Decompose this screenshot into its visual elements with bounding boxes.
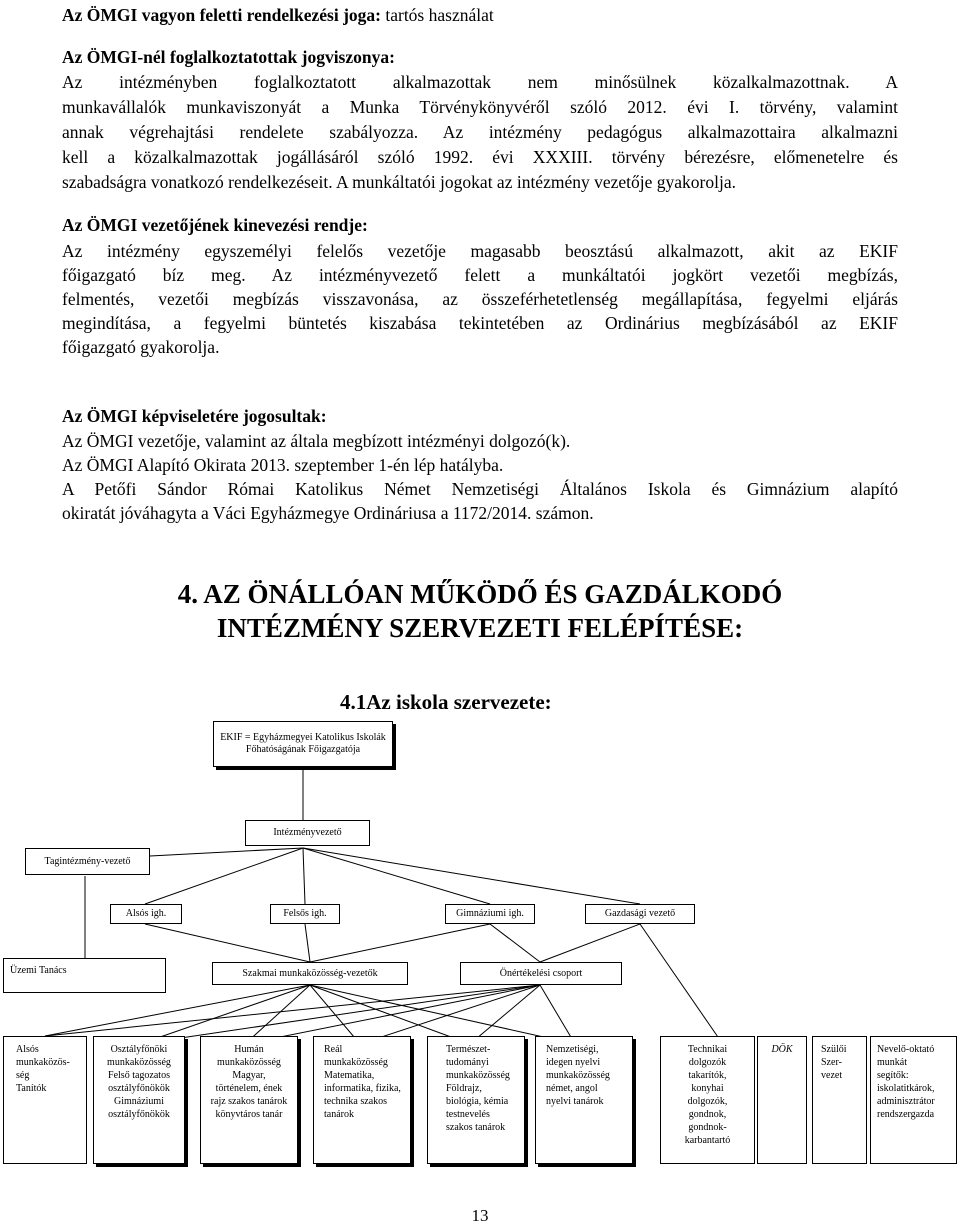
org-column-alsos xyxy=(3,1036,87,1164)
org-column-human xyxy=(200,1036,298,1164)
page-number: 13 xyxy=(471,1206,489,1225)
column-text: Alsós munkaközös- ség Tanítók xyxy=(16,1044,70,1094)
org-box-onertekelesi xyxy=(460,962,622,985)
org-column-real xyxy=(313,1036,411,1164)
org-box-tagintezmeny xyxy=(25,848,150,875)
chapter-title-line2: INTÉZMÉNY SZERVEZETI FELÉPÍTÉSE: xyxy=(216,613,744,643)
kinevezes-line: felmentés, vezetői megbízás visszavonása, az összeférhetetlenség megállapítása, fegyelmi eljárás xyxy=(62,289,898,309)
org-column-szuloi xyxy=(812,1036,867,1164)
jogviszony-line: kell a közalkalmazottak jogállásáról szóló 1992. évi XXXIII. törvény bérezésre, előmenetelre és xyxy=(62,147,898,167)
column-text: Reál munkaközösség Matematika, informatika, fizika, technika szakos tanárok xyxy=(324,1044,401,1120)
section-subtitle: 4.1Az iskola szervezete: xyxy=(340,690,552,714)
org-box-felso-igh xyxy=(270,904,340,924)
kepviselet-line: A Petőfi Sándor Római Katolikus Német Nemzetiségi Általános Iskola és Gimnázium alapító xyxy=(62,479,898,499)
kinevezes-heading: Az ÖMGI vezetőjének kinevezési rendje: xyxy=(62,215,368,235)
jogviszony-line: munkavállalók munkaviszonyát a Munka Törvénykönyvéről szóló 2012. évi I. törvény, valamint xyxy=(62,97,898,117)
onertekelesi-label: Önértékelési csoport xyxy=(499,967,583,979)
column-text: Szülői Szer- vezet xyxy=(821,1044,847,1081)
kinevezes-line: Az intézmény egyszemélyi felelős vezetője magasabb beosztású alkalmazott, akit az EKIF xyxy=(62,241,898,261)
also-igh-label: Alsós igh. xyxy=(125,908,167,919)
org-column-technikai xyxy=(660,1036,755,1164)
uzemi-tanacs-label: Üzemi Tanács xyxy=(10,965,67,976)
org-box-also-igh xyxy=(110,904,182,924)
org-box-uzemi-tanacs xyxy=(3,958,166,993)
jogviszony-line: szabadságra vonatkozó rendelkezéseit. A munkáltatói jogokat az intézmény vezetője gyakorolja. xyxy=(62,172,736,192)
kepviselet-line: Az ÖMGI vezetője, valamint az általa megbízott intézményi dolgozó(k). xyxy=(62,431,571,451)
column-text: DÖK xyxy=(771,1044,793,1055)
column-text: Technikai dolgozók takarítók, konyhai dolgozók, gondnok, gondnok- karbantartó xyxy=(684,1044,731,1146)
org-box-gimnaziumi-igh xyxy=(445,904,535,924)
vagyon-label: Az ÖMGI vagyon feletti rendelkezési joga: xyxy=(62,5,381,25)
column-text: Természet- tudományi munkaközösség Földrajz, biológia, kémia testnevelés szakos tanárok xyxy=(446,1044,510,1133)
jogviszony-heading: Az ÖMGI-nél foglalkoztatottak jogviszonya: xyxy=(62,47,395,67)
gazdasagi-vezeto-label: Gazdasági vezető xyxy=(604,908,676,919)
org-box-ekif xyxy=(213,721,393,767)
vagyon-value: tartós használat xyxy=(380,5,494,25)
org-column-nevelo-oktato xyxy=(870,1036,957,1164)
org-column-osztalyfonoki xyxy=(93,1036,185,1164)
tagintezmeny-label: Tagintézmény-vezető xyxy=(44,855,131,867)
jogviszony-line: annak végrehajtási rendelete szabályozza. Az intézmény pedagógus alkalmazottaira alkalmazni xyxy=(62,122,898,142)
org-column-termeszettudomanyi xyxy=(427,1036,525,1164)
column-text: Humán munkaközösség Magyar, történelem, ének rajz szakos tanárok könyvtáros tanár xyxy=(210,1044,288,1120)
org-box-gazdasagi-vezeto xyxy=(585,904,695,924)
ekif-line2: Főhatóságának Főigazgatója xyxy=(245,744,361,755)
felso-igh-label: Felsős igh. xyxy=(283,908,327,919)
ekif-line1: EKIF = Egyházmegyei Katolikus Iskolák xyxy=(220,732,386,743)
kepviselet-line: okiratát jóváhagyta a Váci Egyházmegye Ordináriusa a 1172/2014. számon. xyxy=(62,503,594,523)
kinevezes-line: főigazgató bíz meg. Az intézményvezető felett a munkáltatói jogkört vezetői megbízás, xyxy=(62,265,898,285)
intezmenyvezeto-label: Intézményvezető xyxy=(273,827,342,838)
column-text: Nemzetiségi, idegen nyelvi munkaközösség német, angol nyelvi tanárok xyxy=(546,1044,610,1107)
org-column-dok xyxy=(757,1036,807,1164)
column-text: Osztályfőnöki munkaközösség Felső tagozatos osztályfőnökök Gimnáziumi osztályfőnökök xyxy=(107,1044,171,1120)
column-text: Nevelő-oktató munkát segítők: iskolatitkárok, adminisztrátor rendszergazda xyxy=(877,1044,935,1120)
kepviselet-line: Az ÖMGI Alapító Okirata 2013. szeptember 1-én lép hatályba. xyxy=(62,455,504,475)
org-box-szakmai-vezetok xyxy=(212,962,408,985)
jogviszony-line: Az intézményben foglalkoztatott alkalmazottak nem minősülnek közalkalmazottnak. A xyxy=(62,72,898,92)
chapter-title-line1: 4. AZ ÖNÁLLÓAN MŰKÖDŐ ÉS GAZDÁLKODÓ xyxy=(177,579,783,609)
kinevezes-line: megindítása, a fegyelmi büntetés kiszabása tekintetében az Ordinárius megbízásából az EKIF xyxy=(62,313,898,333)
org-column-nemzetisegi xyxy=(535,1036,633,1164)
gimnaziumi-igh-label: Gimnáziumi igh. xyxy=(456,908,524,919)
kepviselet-heading: Az ÖMGI képviseletére jogosultak: xyxy=(62,406,327,426)
szakmai-vezetok-label: Szakmai munkaközösség-vezetők xyxy=(242,967,378,979)
kinevezes-line: főigazgató gyakorolja. xyxy=(62,337,220,357)
org-box-intezmenyvezeto xyxy=(245,820,370,846)
